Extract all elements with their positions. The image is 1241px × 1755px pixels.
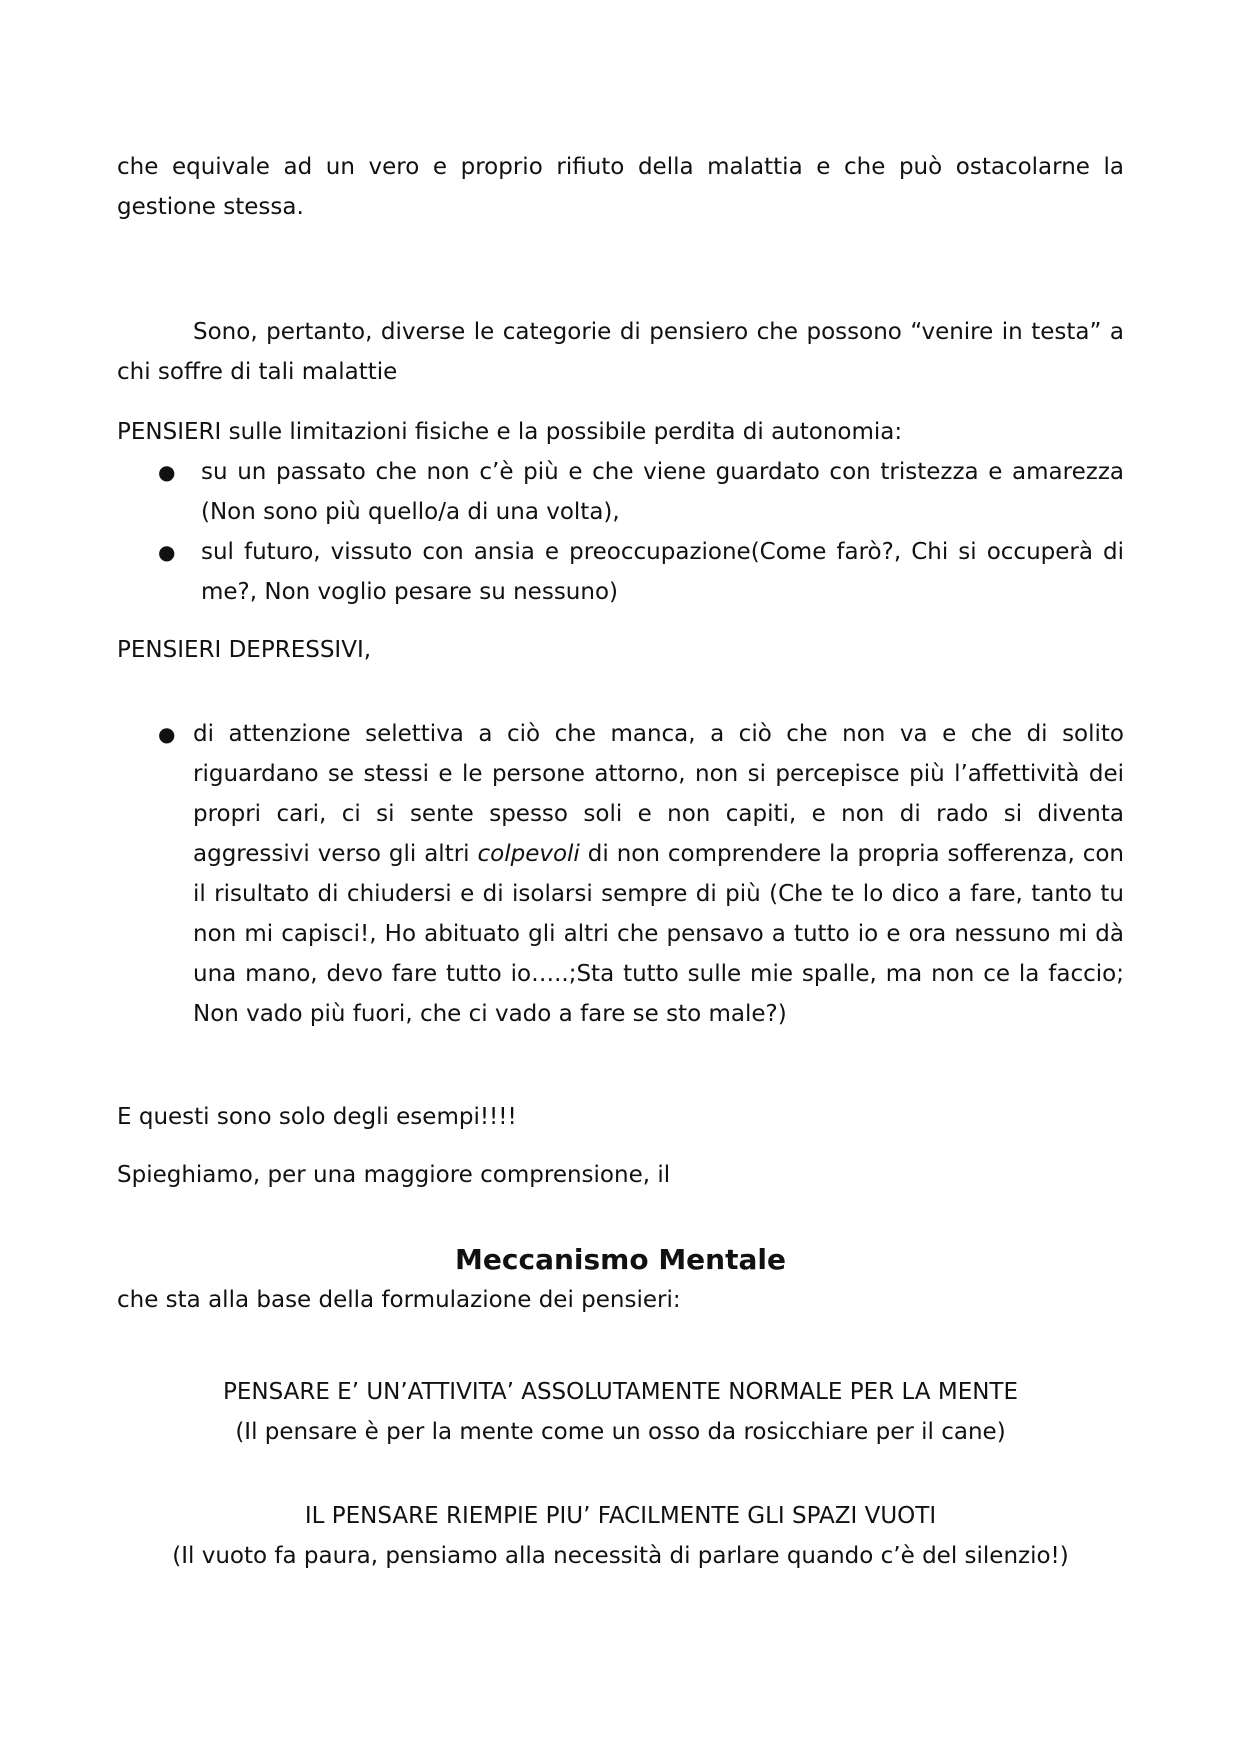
section-title: Meccanismo Mentale (455, 1243, 786, 1276)
principle-statement: PENSARE E’ UN’ATTIVITA’ ASSOLUTAMENTE NORMALE PER LA MENTE (222, 1379, 1019, 1405)
list-depressive-thoughts (117, 714, 1124, 1034)
list-item (117, 532, 1124, 612)
bullet-icon: ● (158, 722, 176, 746)
italic-word: colpevoli (477, 841, 580, 867)
bullet-icon: ● (158, 540, 176, 564)
principle-explanation: (Il vuoto fa paura, pensiamo alla necessità di parlare quando c’è del silenzio!) (172, 1543, 1069, 1569)
paragraph-categories: Sono, pertanto, diverse le categorie di pensiero che possono “venire in testa” a chi soffre di tali malattie (117, 319, 1124, 385)
list-item (117, 714, 1124, 1034)
paragraph-intro-continuation: che equivale ad un vero e proprio rifiuto della malattia e che può ostacolarne la gestione stessa. (117, 154, 1124, 220)
list-physical-limits (117, 452, 1124, 612)
paragraph-explain: Spieghiamo, per una maggiore comprensione, il (117, 1162, 671, 1188)
list-item-text: sul futuro, vissuto con ansia e preoccupazione(Come farò?, Chi si occuperà di me?, Non voglio pesare su nessuno) (201, 539, 1124, 605)
paragraph-basis: che sta alla base della formulazione dei pensieri: (117, 1287, 681, 1313)
list-item-text: su un passato che non c’è più e che viene guardato con tristezza e amarezza (Non sono più quello/a di una volta), (201, 459, 1124, 525)
principle-statement: IL PENSARE RIEMPIE PIU’ FACILMENTE GLI SPAZI VUOTI (304, 1503, 937, 1529)
section-heading-physical-limits: PENSIERI sulle limitazioni fisiche e la possibile perdita di autonomia: (117, 419, 903, 445)
section-heading-depressive: PENSIERI DEPRESSIVI, (117, 637, 372, 663)
list-item (117, 452, 1124, 532)
list-item-text-end: di non comprendere la propria sofferenza, con il risultato di chiudersi e di isolarsi sempre di più (Che te lo dico a fare, tanto tu non mi capisci!, Ho abituato gli altri che pensavo a tutto io e ora nessuno mi dà una mano, devo fare tutto io…..;Sta tutto sulle mie spalle, ma non ce la faccio; Non vado più fuori, che ci vado a fare se sto male?) (193, 841, 1124, 1027)
bullet-icon: ● (158, 460, 176, 484)
list-item-text-start: di attenzione selettiva a ciò che manca, a ciò che non va e che di solito riguardano se stessi e le persone attorno, non si percepisce più l’affettività dei propri cari, ci si sente spesso soli e non capiti, e non di rado si diventa aggressivi verso gli altri (193, 721, 1124, 867)
principle-explanation: (Il pensare è per la mente come un osso da rosicchiare per il cane) (235, 1419, 1006, 1445)
paragraph-examples: E questi sono solo degli esempi!!!! (117, 1104, 517, 1130)
